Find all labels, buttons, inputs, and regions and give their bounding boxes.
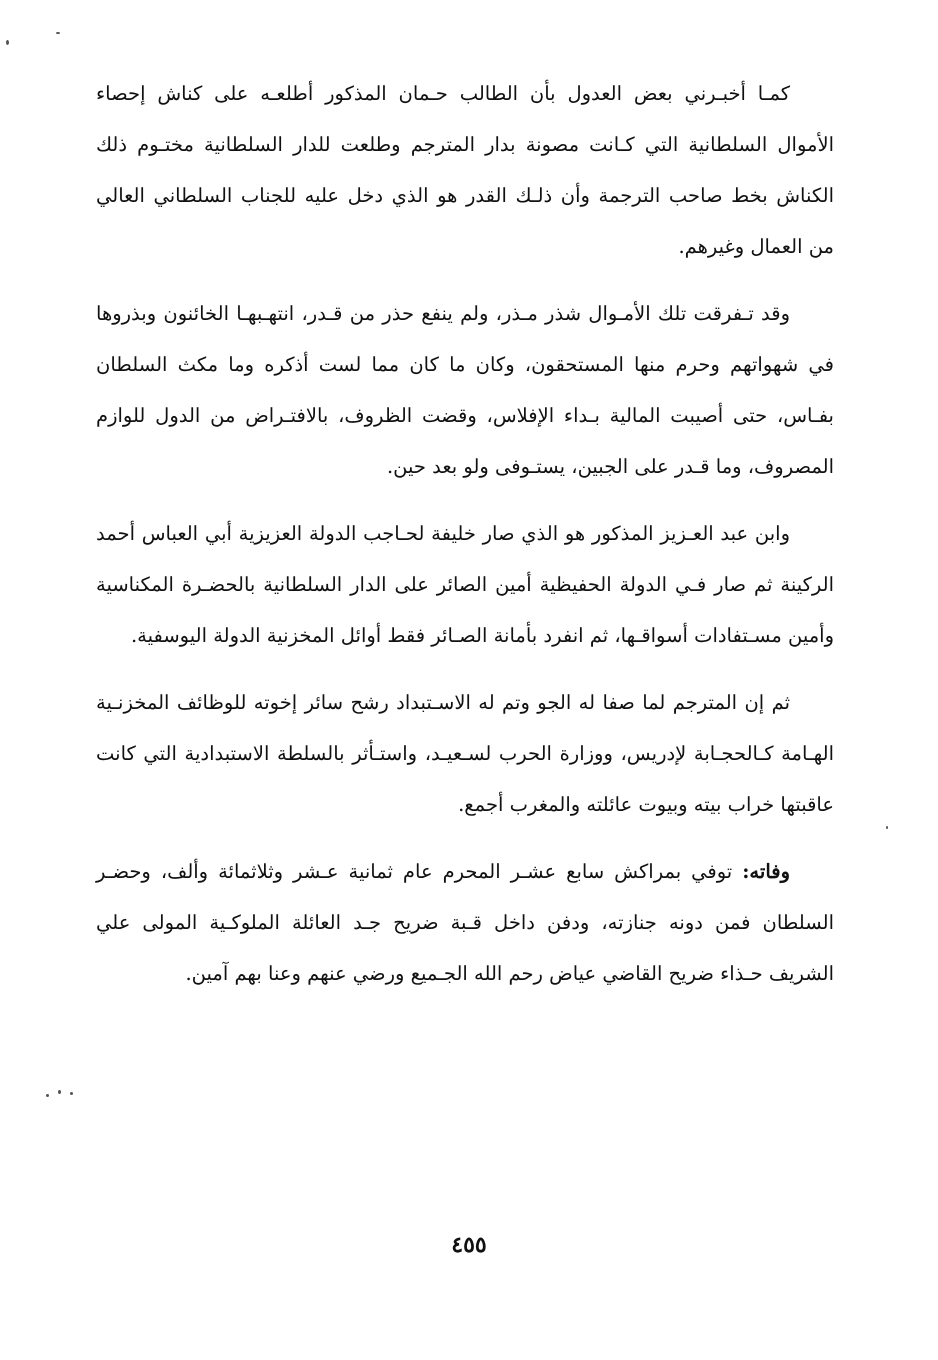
scan-speck xyxy=(70,1092,73,1095)
body-text xyxy=(96,68,834,1015)
paragraph-2 xyxy=(96,288,834,492)
death-heading: وفاته: xyxy=(742,860,790,883)
paragraph-text: ثم إن المترجم لما صفا له الجو وتم له الاسـتبداد رشح سائر إخوته للوظائف المخزنـية الهـامة كـالحجـابة لإدريس، ووزارة الحرب لسـعيـد، واستـأثر بالسلطة الاستبدادية التي كانت عاقبتها خراب بيته وبيوت عائلته والمغرب أجمع. xyxy=(96,691,834,816)
scan-speck xyxy=(46,1094,49,1097)
paragraph-3 xyxy=(96,508,834,661)
scan-speck xyxy=(886,826,888,829)
paragraph-text: وقد تـفرقت تلك الأمـوال شذر مـذر، ولم ينفع حذر من قـدر، انتهـبهـا الخائنون وبذروها في شهواتهم وحرم منها المستحقون، وكان ما كان مما لست أذكره وما مكث السلطان بفـاس، حتى أصيبت المالية بـداء الإفلاس، وقضت الظروف، بالافتـراض من الدول للوازم المصروف، وما قـدر على الجبين، يستـوفى ولو بعد حين. xyxy=(96,302,834,478)
paragraph-text: توفي بمراكش سابع عشـر المحرم عام ثمانية عـشر وثلاثمائة وألف، وحضـر السلطان فمن دونه جنازته، ودفن داخل قـبة ضريح جـد العائلة الملوكـية المولى علي الشريف حـذاء ضريح القاضي عياض رحم الله الجـميع ورضي عنهم وعنا بهم آمين. xyxy=(96,860,834,985)
paragraph-text: كمـا أخبـرني بعض العدول بأن الطالب حـمان المذكور أطلعـه على كناش إحصاء الأموال السلطانية التي كـانت مصونة بدار المترجم وطلعت للدار السلطانية مختـوم ذلك الكناش بخط صاحب الترجمة وأن ذلـك القدر هو الذي دخل عليه للجناب السلطاني العالي من العمال وغيرهم. xyxy=(96,82,834,258)
scan-speck xyxy=(58,1090,61,1094)
page-number: ٤٥٥ xyxy=(451,1232,487,1258)
paragraph-5 xyxy=(96,846,834,999)
paragraph-text: وابن عبد العـزيز المذكور هو الذي صار خليفة لحـاجب الدولة العزيزية أبي العباس أحمد الركينة ثم صار فـي الدولة الحفيظية أمين الصائر على الدار السلطانية بالحضـرة المكناسية وأمين مسـتفادات أسواقـها، ثم انفرد بأمانة الصـائر فقط أوائل المخزنية الدولة اليوسفية. xyxy=(96,522,834,647)
paragraph-1 xyxy=(96,68,834,272)
scan-speck xyxy=(56,32,60,34)
scan-speck xyxy=(6,40,9,45)
paragraph-4 xyxy=(96,677,834,830)
